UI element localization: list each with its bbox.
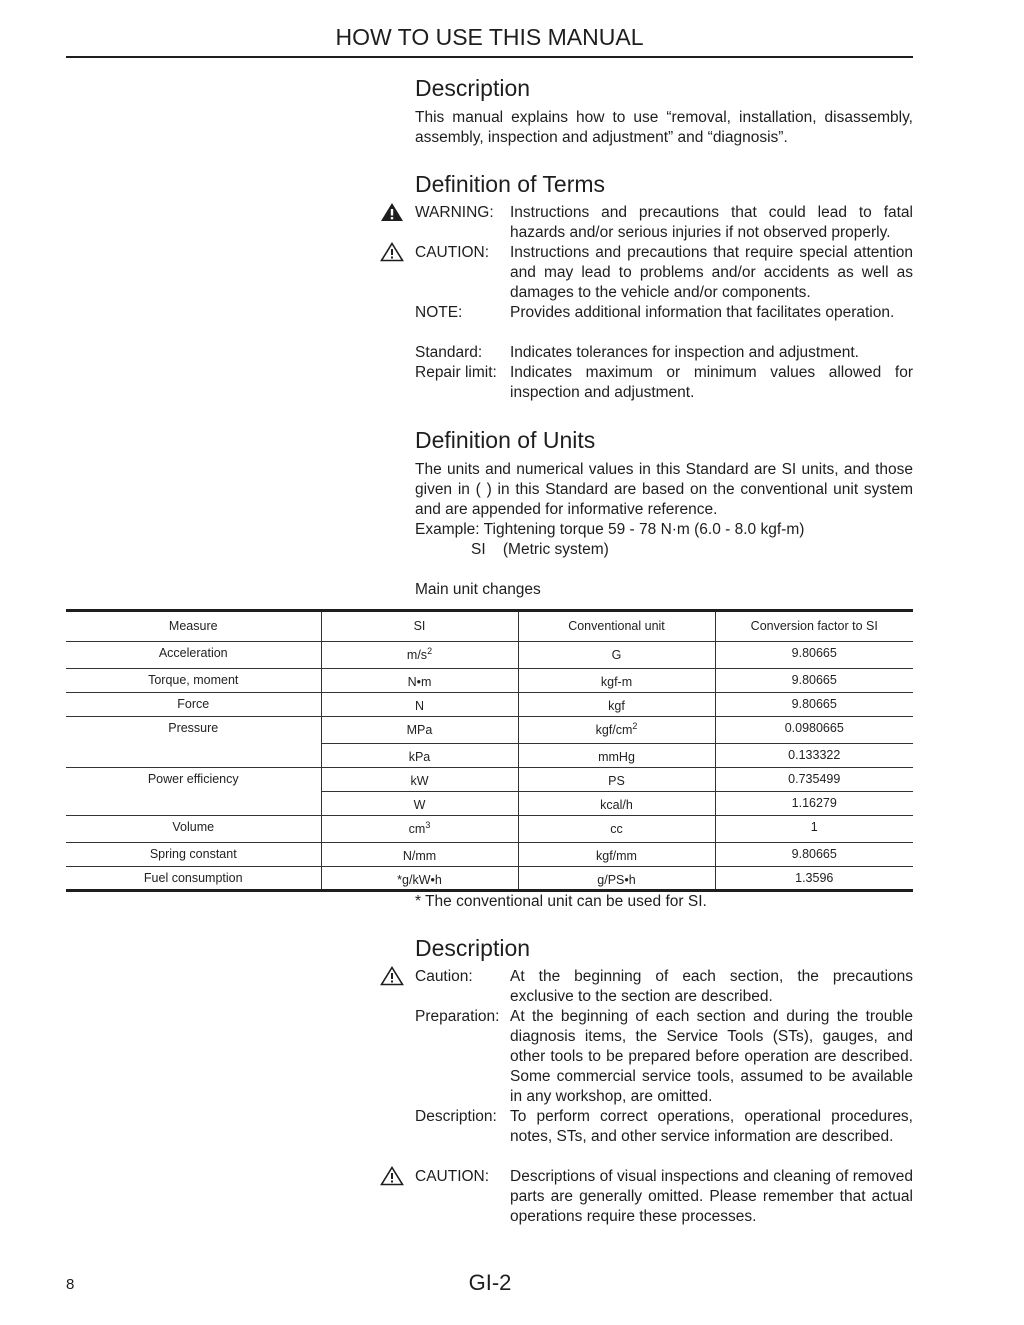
terms-section bbox=[415, 170, 913, 198]
conventional-cell bbox=[518, 693, 715, 717]
si-cell-superscript: 2 bbox=[427, 646, 433, 656]
measure-cell bbox=[66, 867, 321, 891]
table-header-row bbox=[66, 611, 913, 642]
conventional-cell-text: kgf/cm bbox=[595, 723, 633, 738]
si-cell-text: m/s bbox=[406, 648, 428, 663]
conventional-cell-text: G bbox=[611, 648, 622, 663]
table-caption: Main unit changes bbox=[415, 581, 541, 598]
factor-cell bbox=[715, 843, 913, 867]
si-cell bbox=[321, 717, 518, 744]
conventional-cell-text: kgf-m bbox=[600, 675, 633, 690]
term-definition: Instructions and precautions that require special attention and may lead to problems and/or accidents as well as damages to the vehicle and/or components. bbox=[510, 244, 913, 301]
description-item-caution-2 bbox=[415, 1167, 913, 1227]
term-standard bbox=[415, 343, 913, 363]
si-cell bbox=[321, 669, 518, 693]
table-header: Measure bbox=[66, 611, 321, 642]
units-section bbox=[415, 426, 913, 600]
measure-cell-text: Force bbox=[177, 697, 210, 711]
si-cell-text: N bbox=[414, 699, 425, 714]
term-note bbox=[415, 303, 913, 323]
table-footnote-block bbox=[415, 892, 913, 912]
factor-cell bbox=[715, 669, 913, 693]
conventional-cell-text: kgf bbox=[608, 699, 625, 714]
units-text: The units and numerical values in this Standard are SI units, and those given in ( ) in this Standard are based on the conventional unit system and are appended for informative reference. bbox=[415, 461, 913, 518]
conventional-cell bbox=[518, 843, 715, 867]
warning-filled-icon bbox=[380, 202, 404, 222]
measure-cell bbox=[66, 768, 321, 792]
si-cell bbox=[321, 816, 518, 843]
description-item-preparation bbox=[415, 1007, 913, 1107]
table-row bbox=[66, 816, 913, 843]
measure-cell bbox=[66, 792, 321, 816]
factor-cell bbox=[715, 768, 913, 792]
si-cell bbox=[321, 693, 518, 717]
si-cell-text: MPa bbox=[406, 723, 433, 738]
units-example-note: SI (Metric system) bbox=[471, 541, 609, 558]
item-label: CAUTION: bbox=[415, 1168, 490, 1185]
description-item-description bbox=[415, 1107, 913, 1147]
si-cell bbox=[321, 792, 518, 816]
factor-cell bbox=[715, 693, 913, 717]
conventional-cell-text: kcal/h bbox=[600, 798, 633, 813]
factor-cell-text: 9.80665 bbox=[791, 646, 837, 660]
measure-cell-text: Volume bbox=[172, 820, 215, 834]
item-text: At the beginning of each section and during the trouble diagnosis items, the Service Tools (STs), gauges, and other tools to be prepared before operation are described. Some commercial service tools, assumed to be available in any workshop, are omitted. bbox=[510, 1008, 913, 1105]
description2-section bbox=[415, 934, 913, 962]
description-item-caution bbox=[415, 967, 913, 1007]
table-row bbox=[66, 792, 913, 816]
term-definition: Indicates tolerances for inspection and adjustment. bbox=[510, 344, 859, 361]
measure-cell-text: Pressure bbox=[168, 721, 219, 735]
si-cell bbox=[321, 867, 518, 891]
term-definition: Provides additional information that facilitates operation. bbox=[510, 304, 895, 321]
term-definition: Indicates maximum or minimum values allowed for inspection and adjustment. bbox=[510, 364, 913, 401]
term-label: Repair limit: bbox=[415, 364, 497, 381]
unit-conversion-table bbox=[66, 609, 913, 892]
measure-cell-text: Spring constant bbox=[149, 847, 237, 861]
term-definition: Instructions and precautions that could lead to fatal hazards and/or serious injuries if not observed properly. bbox=[510, 204, 913, 241]
table-row bbox=[66, 717, 913, 744]
measure-cell bbox=[66, 717, 321, 744]
table-header: Conventional unit bbox=[518, 611, 715, 642]
conventional-cell bbox=[518, 792, 715, 816]
description-heading: Description bbox=[415, 75, 531, 101]
header-rule bbox=[66, 56, 913, 58]
units-example: Example: Tightening torque 59 - 78 N·m (6.0 - 8.0 kgf-m) bbox=[415, 521, 805, 538]
factor-cell-text: 9.80665 bbox=[791, 697, 837, 711]
conventional-cell-text: kgf/mm bbox=[596, 849, 637, 864]
description-text: This manual explains how to use “removal, installation, disassembly, assembly, inspection and adjustment” and “diagnosis”. bbox=[415, 109, 913, 146]
table-row bbox=[66, 867, 913, 891]
page-number: 8 bbox=[66, 1276, 75, 1293]
conventional-cell bbox=[518, 642, 715, 669]
table-row bbox=[66, 693, 913, 717]
factor-cell-text: 1 bbox=[810, 820, 818, 834]
item-label: Description: bbox=[415, 1108, 497, 1125]
term-label: NOTE: bbox=[415, 304, 463, 321]
si-cell-superscript: 3 bbox=[425, 820, 431, 830]
factor-cell bbox=[715, 717, 913, 744]
si-cell-text: N/mm bbox=[402, 849, 437, 864]
measure-cell-text: Fuel consumption bbox=[143, 871, 243, 885]
measure-cell-text: Acceleration bbox=[158, 646, 228, 660]
terms-heading: Definition of Terms bbox=[415, 171, 606, 197]
measure-cell bbox=[66, 669, 321, 693]
table-row bbox=[66, 768, 913, 792]
units-heading: Definition of Units bbox=[415, 427, 596, 453]
term-repair-limit bbox=[415, 363, 913, 403]
conventional-cell-superscript: 2 bbox=[632, 721, 638, 731]
factor-cell-text: 0.0980665 bbox=[784, 721, 844, 735]
si-cell-text: cm bbox=[408, 822, 426, 837]
item-text: At the beginning of each section, the precautions exclusive to the section are described. bbox=[510, 968, 913, 1005]
conventional-cell bbox=[518, 867, 715, 891]
caution-outline-icon bbox=[380, 242, 404, 262]
conventional-cell-text: mmHg bbox=[598, 750, 635, 765]
section-code: GI-2 bbox=[468, 1270, 512, 1295]
item-text: Descriptions of visual inspections and cleaning of removed parts are generally omitted. Please remember that actual operations require these processes. bbox=[510, 1168, 913, 1225]
factor-cell-text: 9.80665 bbox=[791, 673, 837, 687]
table-header: SI bbox=[321, 611, 518, 642]
factor-cell bbox=[715, 744, 913, 768]
conventional-cell-text: cc bbox=[610, 822, 623, 837]
item-label: Caution: bbox=[415, 968, 473, 985]
factor-cell-text: 0.735499 bbox=[788, 772, 841, 786]
conventional-cell bbox=[518, 816, 715, 843]
table-header: Conversion factor to SI bbox=[715, 611, 913, 642]
factor-cell-text: 9.80665 bbox=[791, 847, 837, 861]
si-cell-text: *g/kW•h bbox=[397, 873, 442, 888]
si-cell-text: N•m bbox=[407, 675, 432, 690]
term-label: CAUTION: bbox=[415, 244, 490, 261]
measure-cell bbox=[66, 843, 321, 867]
caution-outline-icon bbox=[380, 1166, 404, 1186]
conventional-cell bbox=[518, 669, 715, 693]
factor-cell bbox=[715, 816, 913, 843]
table-row bbox=[66, 744, 913, 768]
term-caution bbox=[415, 243, 913, 303]
si-cell bbox=[321, 642, 518, 669]
term-label: WARNING: bbox=[415, 204, 494, 221]
factor-cell-text: 0.133322 bbox=[788, 748, 841, 762]
measure-cell bbox=[66, 693, 321, 717]
si-cell bbox=[321, 843, 518, 867]
factor-cell-text: 1.3596 bbox=[795, 871, 834, 885]
term-label: Standard: bbox=[415, 344, 483, 361]
description-section bbox=[415, 74, 913, 148]
conventional-cell bbox=[518, 717, 715, 744]
si-cell-text: kPa bbox=[408, 750, 431, 765]
table-row bbox=[66, 843, 913, 867]
si-cell bbox=[321, 768, 518, 792]
table-row bbox=[66, 669, 913, 693]
item-text: To perform correct operations, operational procedures, notes, STs, and other service information are described. bbox=[510, 1108, 913, 1145]
table-row bbox=[66, 642, 913, 669]
table-footnote: * The conventional unit can be used for SI. bbox=[415, 893, 707, 910]
factor-cell bbox=[715, 642, 913, 669]
caution-outline-icon bbox=[380, 966, 404, 986]
factor-cell bbox=[715, 867, 913, 891]
measure-cell bbox=[66, 642, 321, 669]
description2-heading: Description bbox=[415, 935, 531, 961]
measure-cell bbox=[66, 744, 321, 768]
measure-cell-text: Torque, moment bbox=[148, 673, 239, 687]
si-cell-text: W bbox=[413, 798, 426, 813]
measure-cell bbox=[66, 816, 321, 843]
measure-cell-text: Power efficiency bbox=[147, 772, 239, 786]
conventional-cell-text: PS bbox=[608, 774, 625, 789]
item-label: Preparation: bbox=[415, 1008, 500, 1025]
factor-cell-text: 1.16279 bbox=[791, 796, 837, 810]
term-warning bbox=[415, 203, 913, 243]
conventional-cell bbox=[518, 768, 715, 792]
conventional-cell bbox=[518, 744, 715, 768]
page-title: HOW TO USE THIS MANUAL bbox=[335, 24, 644, 50]
factor-cell bbox=[715, 792, 913, 816]
si-cell bbox=[321, 744, 518, 768]
si-cell-text: kW bbox=[410, 774, 429, 789]
conventional-cell-text: g/PS•h bbox=[597, 873, 636, 888]
